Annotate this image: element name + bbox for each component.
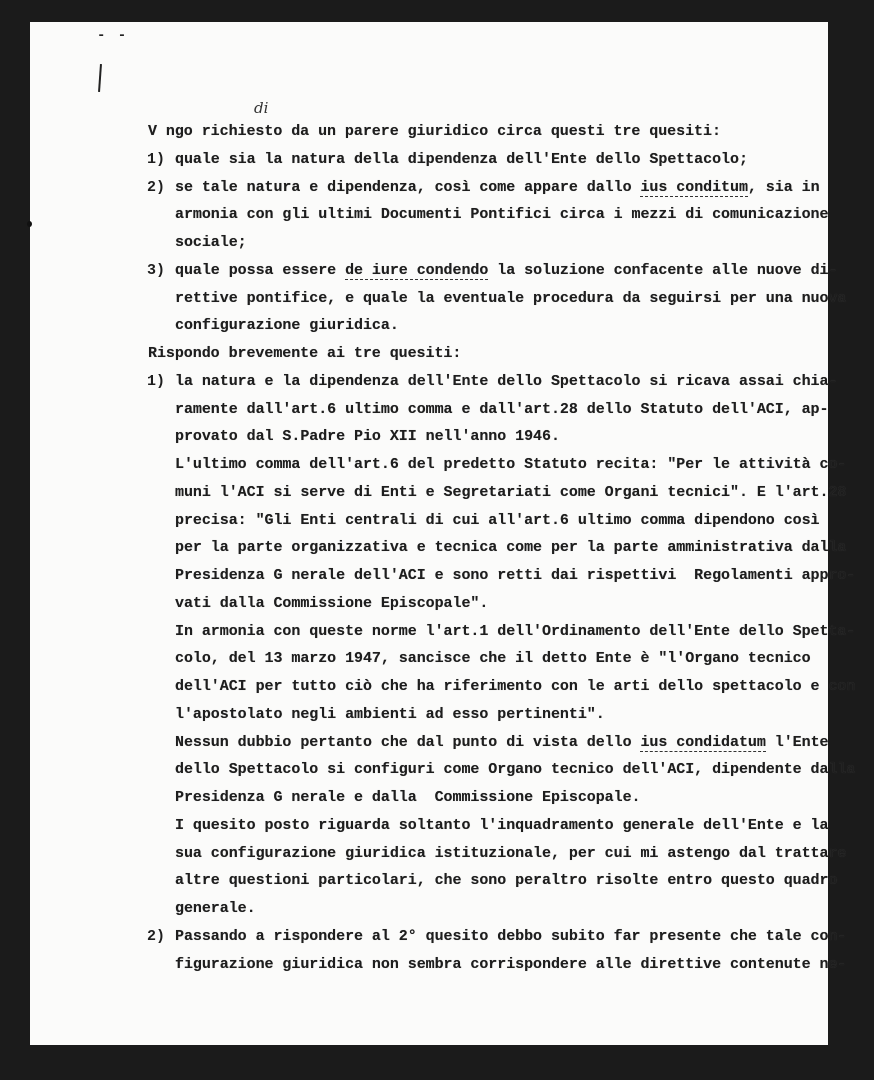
text-line [175,567,855,584]
text-line [175,290,846,307]
document-page [30,22,828,1045]
text-line [175,373,837,390]
text-segment: la natura e la dipendenza dell'Ente dello Spettacolo si ricava assai chia- [175,372,838,390]
text-line [175,539,846,556]
text-segment: quale sia la natura della dipendenza dell'Ente dello Spettacolo; [175,150,748,168]
text-segment: l'Ente [765,733,829,751]
text-line [175,401,828,418]
text-line [175,845,846,862]
text-line [175,817,828,834]
text-segment: Presidenza G nerale dell'ACI e sono retti dai rispettivi Regolamenti appro- [175,567,856,584]
text-line [175,206,828,223]
text-segment: figurazione giuridica non sembra corrispondere alle direttive contenute ne- [175,955,847,973]
handwritten-note: di [254,99,269,117]
list-number: 3) [147,261,166,279]
text-segment: armonia con gli ultimi Documenti Pontifici circa i mezzi di comunicazione [175,206,829,224]
text-segment: Presidenza G nerale e dalla Commissione Episcopale. [175,789,641,806]
list-number: 1) [147,372,166,390]
punch-hole-mark [27,221,32,227]
text-segment: In armonia con queste norme l'art.1 dell'Ordinamento dell'Ente dello Spetta- [175,622,856,640]
list-number: 1) [147,150,166,168]
text-line [175,678,855,695]
text-line [175,761,855,778]
text-segment: vati dalla Commissione Episcopale". [175,594,489,612]
text-segment: generale. [175,900,256,917]
text-line [175,900,256,917]
text-line [175,512,820,529]
text-segment: per la parte organizzativa e tecnica come per la parte amministrativa dalla [175,539,847,557]
text-segment: Rispondo brevemente ai tre quesiti: [148,345,462,362]
underlined-term: ius condidatum [640,733,766,751]
text-line [175,151,748,168]
text-segment: Nessun dubbio pertanto che dal punto di vista dello [175,733,641,751]
underlined-term: ius conditum [640,178,748,196]
text-line [175,428,560,445]
text-segment: I quesito posto riguarda soltanto l'inquadramento generale dell'Ente e la [175,816,829,834]
text-segment: sociale; [175,234,247,251]
text-line [175,706,605,723]
text-line [175,317,399,334]
list-number: 2) [147,178,166,196]
text-line [175,595,488,612]
text-segment: sua configurazione giuridica istituzionale, per cui mi astengo dal trattare [175,844,847,862]
top-dash-mark: - - [97,28,129,44]
text-line [175,262,837,279]
list-number: 2) [147,927,166,945]
text-line [175,179,820,196]
text-line [175,234,247,251]
text-line [175,484,846,501]
text-segment: quale possa essere [175,261,346,279]
text-segment: V ngo richiesto da un parere giuridico circa questi tre quesiti: [148,123,721,140]
text-line [175,456,846,473]
text-segment: , sia in [747,178,820,196]
text-segment: L'ultimo comma dell'art.6 del predetto Statuto recita: "Per le attività co- [175,456,847,473]
text-segment: la soluzione confacente alle nuove di- [488,261,838,279]
text-segment: muni l'ACI si serve di Enti e Segretariati come Organi tecnici". E l'art.28 [175,483,847,501]
text-segment: provato dal S.Padre Pio XII nell'anno 1946. [175,428,560,446]
text-segment: l'apostolato negli ambienti ad esso pertinenti". [175,705,605,723]
text-segment: colo, del 13 marzo 1947, sancisce che il detto Ente è "l'Organo tecnico [175,650,811,668]
text-line [175,956,846,973]
text-segment: Passando a rispondere al 2° quesito debbo subito far presente che tale con- [175,927,847,945]
text-line [175,650,811,667]
text-segment: se tale natura e dipendenza, così come appare dallo [175,178,641,196]
text-segment: ramente dall'art.6 ultimo comma e dall'art.28 dello Statuto dell'ACI, ap- [175,400,829,418]
text-segment: configurazione giuridica. [175,317,399,335]
text-line [148,123,721,140]
text-line [175,623,855,640]
text-line [175,789,640,806]
text-line [148,345,461,362]
text-line [175,928,846,945]
text-segment: altre questioni particolari, che sono peraltro risolte entro questo quadro [175,872,838,890]
text-segment: dello Spettacolo si configuri come Organo tecnico dell'ACI, dipendente dalla [175,761,856,779]
text-line [175,734,828,751]
text-segment: dell'ACI per tutto ciò che ha riferimento con le arti dello spettacolo e con [175,678,856,695]
text-segment: precisa: "Gli Enti centrali di cui all'art.6 ultimo comma dipendono così [175,511,820,529]
text-segment: rettive pontifice, e quale la eventuale procedura da seguirsi per una nuova [175,289,847,307]
text-line [175,872,837,889]
underlined-term: de iure condendo [345,261,489,279]
